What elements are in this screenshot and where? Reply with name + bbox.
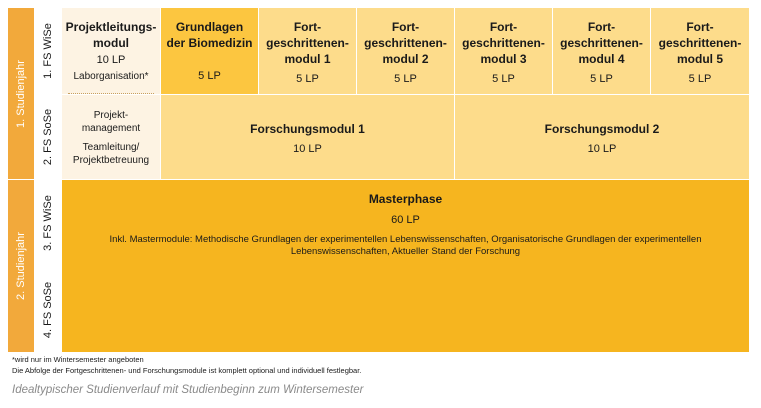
year-1-label: 1. Studienjahr xyxy=(8,8,34,179)
forschungsmodul-2-cell: Forschungsmodul 2 10 LP xyxy=(455,95,749,179)
masterphase-cell: Masterphase 60 LP Inkl. Mastermodule: Methodische Grundlagen der experimentellen Lebenswissenschaften, Organisatorische Grundlagen der experimentellen Lebenswissenschaften, Aktueller Stand der Forschung xyxy=(62,180,749,352)
projektmanagement-cell: Projekt- management Teamleitung/ Projektbetreuung xyxy=(62,95,160,179)
fortgeschrittenenmodul-4-cell: Fort- geschrittenen- modul 4 5 LP xyxy=(553,8,650,94)
semester-2-label: 2. FS SoSe xyxy=(35,95,61,179)
diagram-caption: Idealtypischer Studienverlauf mit Studienbeginn zum Wintersemester xyxy=(12,384,364,396)
footnote-order: Die Abfolge der Fortgeschrittenen- und Forschungsmodule ist komplett optional und individuell festlegbar. xyxy=(12,366,362,375)
footnote-winter: *wird nur im Wintersemester angeboten xyxy=(12,355,144,364)
fortgeschrittenenmodul-5-cell: Fort- geschrittenen- modul 5 5 LP xyxy=(651,8,749,94)
semester-3-label: 3. FS WiSe xyxy=(35,180,61,266)
dotted-divider xyxy=(68,93,154,94)
fortgeschrittenenmodul-3-cell: Fort- geschrittenen- modul 3 5 LP xyxy=(455,8,552,94)
fortgeschrittenenmodul-2-cell: Fort- geschrittenen- modul 2 5 LP xyxy=(357,8,454,94)
semester-4-label: 4. FS SoSe xyxy=(35,267,61,352)
projektleitungsmodul-cell: Projektleitungs- modul 10 LP Laborganisation* xyxy=(62,8,160,94)
semester-1-label: 1. FS WiSe xyxy=(35,8,61,94)
forschungsmodul-1-cell: Forschungsmodul 1 10 LP xyxy=(161,95,454,179)
fortgeschrittenenmodul-1-cell: Fort- geschrittenen- modul 1 5 LP xyxy=(259,8,356,94)
year-2-label: 2. Studienjahr xyxy=(8,180,34,352)
grundlagen-biomedizin-cell: Grundlagen der Biomedizin 5 LP xyxy=(161,8,258,94)
